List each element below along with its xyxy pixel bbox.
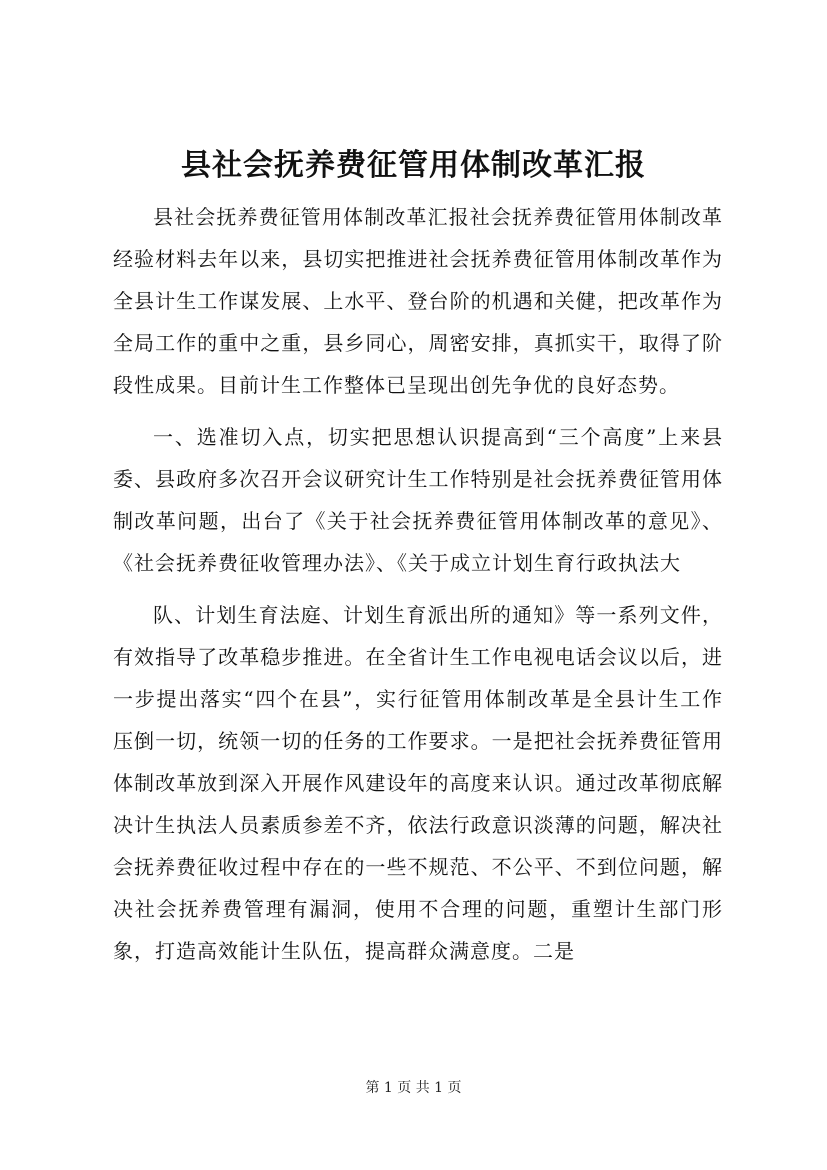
paragraph-intro: 县社会抚养费征管用体制改革汇报社会抚养费征管用体制改革经验材料去年以来，县切实把推进社会抚养费征管用体制改革作为全县计生工作谋发展、上水平、登台阶的机遇和关健，把改革作为全局工作的重中之重，县乡同心，周密安排，真抓实干，取得了阶段性成果。目前计生工作整体已呈现出创先争优的良好态势。 (113, 205, 723, 397)
paragraph-continuation: 队、计划生育法庭、计划生育派出所的通知》等一系列文件，有效指导了改革稳步推进。在全省计生工作电视电话会议以后，进一步提出落实“四个在县”，实行征管用体制改革是全县计生工作压倒一切，统领一切的任务的工作要求。一是把社会抚养费征管用体制改革放到深入开展作风建设年的高度来认识。通过改革彻底解决计生执法人员素质参差不齐，依法行政意识淡薄的问题，解决社会抚养费征收过程中存在的一些不规范、不公平、不到位问题，解决社会抚养费管理有漏洞，使用不合理的问题，重塑计生部门形象，打造高效能计生队伍，提高群众满意度。二是 (113, 603, 723, 963)
document-body (113, 196, 723, 972)
document-title: 县社会抚养费征管用体制改革汇报 (181, 148, 646, 183)
page-number-footer: 第 1 页 共 1 页 (365, 1080, 462, 1096)
paragraph-section-one: 一、选准切入点，切实把思想认识提高到“三个高度”上来县委、县政府多次召开会议研究计生工作特别是社会抚养费征管用体制改革问题，出台了《关于社会抚养费征管用体制改革的意见》、《社会抚养费征收管理办法》、《关于成立计划生育行政执法大 (113, 425, 723, 575)
